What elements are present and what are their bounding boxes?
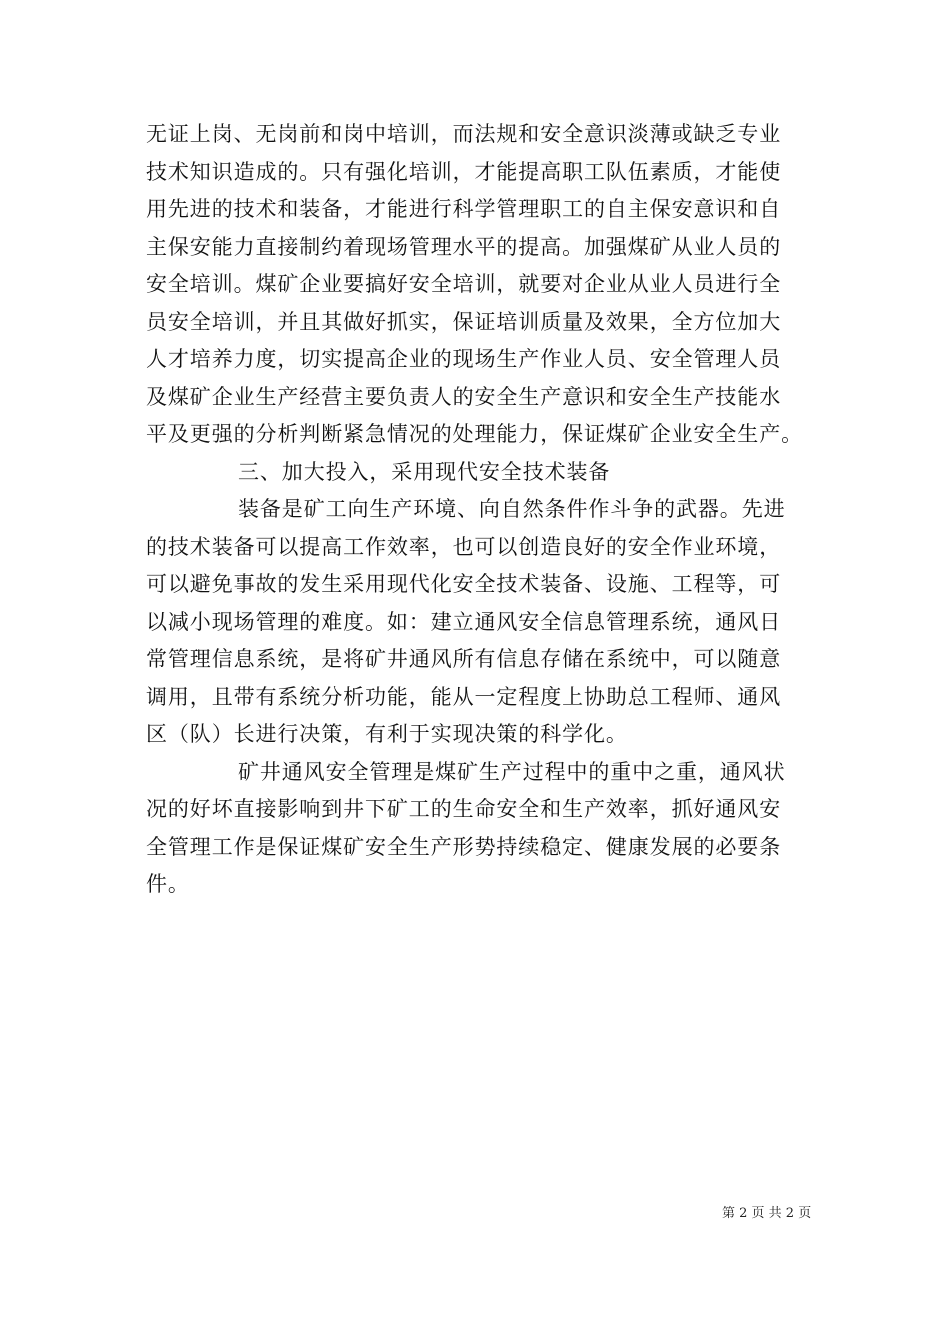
text-line: 无证上岗、无岗前和岗中培训，而法规和安全意识淡薄或缺乏专业 <box>146 122 782 146</box>
text-line: 人才培养力度，切实提高企业的现场生产作业人员、安全管理人员 <box>146 347 782 371</box>
text-line: 调用，且带有系统分析功能，能从一定程度上协助总工程师、通风 <box>146 684 782 709</box>
text-line: 可以避免事故的发生采用现代化安全技术装备、设施、工程等，可 <box>146 572 782 596</box>
text-line: 以减小现场管理的难度。如：建立通风安全信息管理系统，通风日 <box>146 609 782 634</box>
text-line: 平及更强的分析判断紧急情况的处理能力，保证煤矿企业安全生产。 <box>146 422 803 446</box>
text-line: 全管理工作是保证煤矿安全生产形势持续稳定、健康发展的必要条 <box>146 834 782 859</box>
text-line: 件。 <box>146 872 190 896</box>
page-number: 第 2 页 共 2 页 <box>722 1206 812 1221</box>
section-heading: 三、加大投入，采用现代安全技术装备 <box>238 459 611 484</box>
text-line: 矿井通风安全管理是煤矿生产过程中的重中之重，通风状 <box>238 759 786 784</box>
text-line: 员安全培训，并且其做好抓实，保证培训质量及效果，全方位加大 <box>146 309 782 334</box>
text-line: 及煤矿企业生产经营主要负责人的安全生产意识和安全生产技能水 <box>146 384 782 409</box>
text-line: 装备是矿工向生产环境、向自然条件作斗争的武器。先进 <box>238 497 786 521</box>
text-line: 安全培训。煤矿企业要搞好安全培训，就要对企业从业人员进行全 <box>146 272 782 296</box>
text-line: 常管理信息系统，是将矿井通风所有信息存储在系统中，可以随意 <box>146 647 782 671</box>
text-line: 况的好坏直接影响到井下矿工的生命安全和生产效率，抓好通风安 <box>146 797 782 821</box>
text-line: 用先进的技术和装备，才能进行科学管理职工的自主保安意识和自 <box>146 197 782 221</box>
text-line: 的技术装备可以提高工作效率，也可以创造良好的安全作业环境， <box>146 534 782 559</box>
text-line: 区（队）长进行决策，有利于实现决策的科学化。 <box>146 722 628 746</box>
text-line: 技术知识造成的。只有强化培训，才能提高职工队伍素质，才能使 <box>146 159 782 184</box>
document-body <box>146 116 808 904</box>
text-line: 主保安能力直接制约着现场管理水平的提高。加强煤矿从业人员的 <box>146 234 782 259</box>
